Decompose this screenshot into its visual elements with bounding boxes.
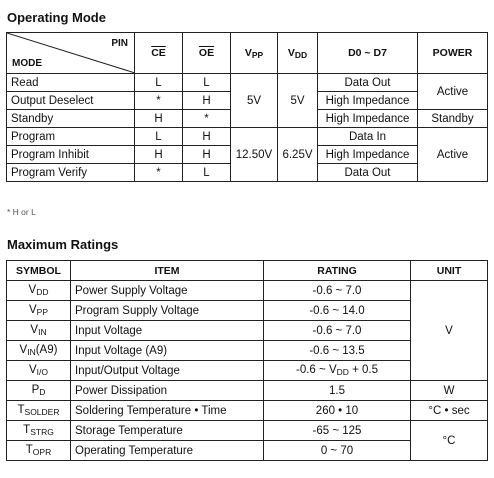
rating-cell: 1.5: [264, 381, 411, 401]
oe-cell: H: [183, 146, 231, 164]
power-cell: Active: [418, 128, 488, 182]
mode-header-label: MODE: [12, 58, 42, 69]
item-cell: Program Supply Voltage: [71, 301, 264, 321]
ce-cell: L: [135, 74, 183, 92]
operating-mode-header-row: [7, 33, 488, 74]
item-cell: Operating Temperature: [71, 441, 264, 461]
symbol-cell: $T_{STRG}$: [7, 421, 71, 441]
table-row: [7, 281, 488, 301]
mode-cell: Read: [7, 74, 135, 92]
power-header: POWER: [418, 33, 488, 74]
data-cell: Data Out: [318, 164, 418, 182]
rating-cell: -0.6 ~ 7.0: [264, 281, 411, 301]
table-row: [7, 401, 488, 421]
mode-cell: Program Inhibit: [7, 146, 135, 164]
mode-cell: Program Verify: [7, 164, 135, 182]
symbol-cell: $V_{DD}$: [7, 281, 71, 301]
oe-cell: H: [183, 92, 231, 110]
oe-cell: H: [183, 128, 231, 146]
unit-cell: °C: [411, 421, 488, 461]
vdd-cell: 5V: [278, 74, 318, 128]
item-cell: Power Dissipation: [71, 381, 264, 401]
mode-cell: Program: [7, 128, 135, 146]
symbol-cell: $V_{PP}$: [7, 301, 71, 321]
ce-cell: L: [135, 128, 183, 146]
item-cell: Storage Temperature: [71, 421, 264, 441]
symbol-cell: $P_D$: [7, 381, 71, 401]
ce-header: $\overline{CE}$: [135, 33, 183, 74]
mode-pin-header: [7, 33, 135, 74]
ratings-header-row: [7, 261, 488, 281]
maximum-ratings-table: [6, 260, 488, 461]
power-cell: Active: [418, 74, 488, 110]
data-cell: High Impedance: [318, 92, 418, 110]
operating-mode-table: [6, 32, 488, 182]
data-header: D0 ~ D7: [318, 33, 418, 74]
table-row: [7, 128, 488, 146]
data-cell: High Impedance: [318, 110, 418, 128]
ce-cell: H: [135, 146, 183, 164]
vdd-header: $V_{DD}$: [278, 33, 318, 74]
oe-cell: L: [183, 74, 231, 92]
mode-cell: Output Deselect: [7, 92, 135, 110]
footnote: * H or L: [7, 207, 36, 217]
symbol-header: SYMBOL: [7, 261, 71, 281]
rating-cell: -0.6 ~ 7.0: [264, 321, 411, 341]
vpp-cell: 5V: [231, 74, 278, 128]
rating-cell: -0.6 ~ $V_{DD} + 0.5$: [264, 361, 411, 381]
unit-cell: V: [411, 281, 488, 381]
ce-cell: H: [135, 110, 183, 128]
rating-cell: -0.6 ~ 13.5: [264, 341, 411, 361]
vpp-header: $V_{PP}$: [231, 33, 278, 74]
unit-header: UNIT: [411, 261, 488, 281]
operating-mode-title: Operating Mode: [7, 10, 106, 25]
rating-cell: 0 ~ 70: [264, 441, 411, 461]
rating-header: RATING: [264, 261, 411, 281]
data-cell: Data In: [318, 128, 418, 146]
rating-cell: -65 ~ 125: [264, 421, 411, 441]
symbol-cell: $V_{I/O}$: [7, 361, 71, 381]
item-cell: Input Voltage: [71, 321, 264, 341]
oe-header: $\overline{OE}$: [183, 33, 231, 74]
unit-cell: W: [411, 381, 488, 401]
data-cell: Data Out: [318, 74, 418, 92]
symbol-cell: $T_{SOLDER}$: [7, 401, 71, 421]
item-cell: Input Voltage (A9): [71, 341, 264, 361]
ce-cell: *: [135, 164, 183, 182]
item-cell: Input/Output Voltage: [71, 361, 264, 381]
table-row: [7, 74, 488, 92]
table-row: [7, 381, 488, 401]
oe-cell: *: [183, 110, 231, 128]
ce-cell: *: [135, 92, 183, 110]
mode-cell: Standby: [7, 110, 135, 128]
symbol-cell: $V_{IN}$: [7, 321, 71, 341]
power-cell: Standby: [418, 110, 488, 128]
item-header: ITEM: [71, 261, 264, 281]
maximum-ratings-title: Maximum Ratings: [7, 237, 119, 252]
symbol-cell: $T_{OPR}$: [7, 441, 71, 461]
table-row: [7, 421, 488, 441]
rating-cell: 260 • 10: [264, 401, 411, 421]
vdd-cell: 6.25V: [278, 128, 318, 182]
oe-cell: L: [183, 164, 231, 182]
symbol-cell: $V_{IN}(A9)$: [7, 341, 71, 361]
item-cell: Soldering Temperature • Time: [71, 401, 264, 421]
unit-cell: °C • sec: [411, 401, 488, 421]
pin-header-label: PIN: [111, 38, 128, 49]
vpp-cell: 12.50V: [231, 128, 278, 182]
rating-cell: -0.6 ~ 14.0: [264, 301, 411, 321]
item-cell: Power Supply Voltage: [71, 281, 264, 301]
data-cell: High Impedance: [318, 146, 418, 164]
